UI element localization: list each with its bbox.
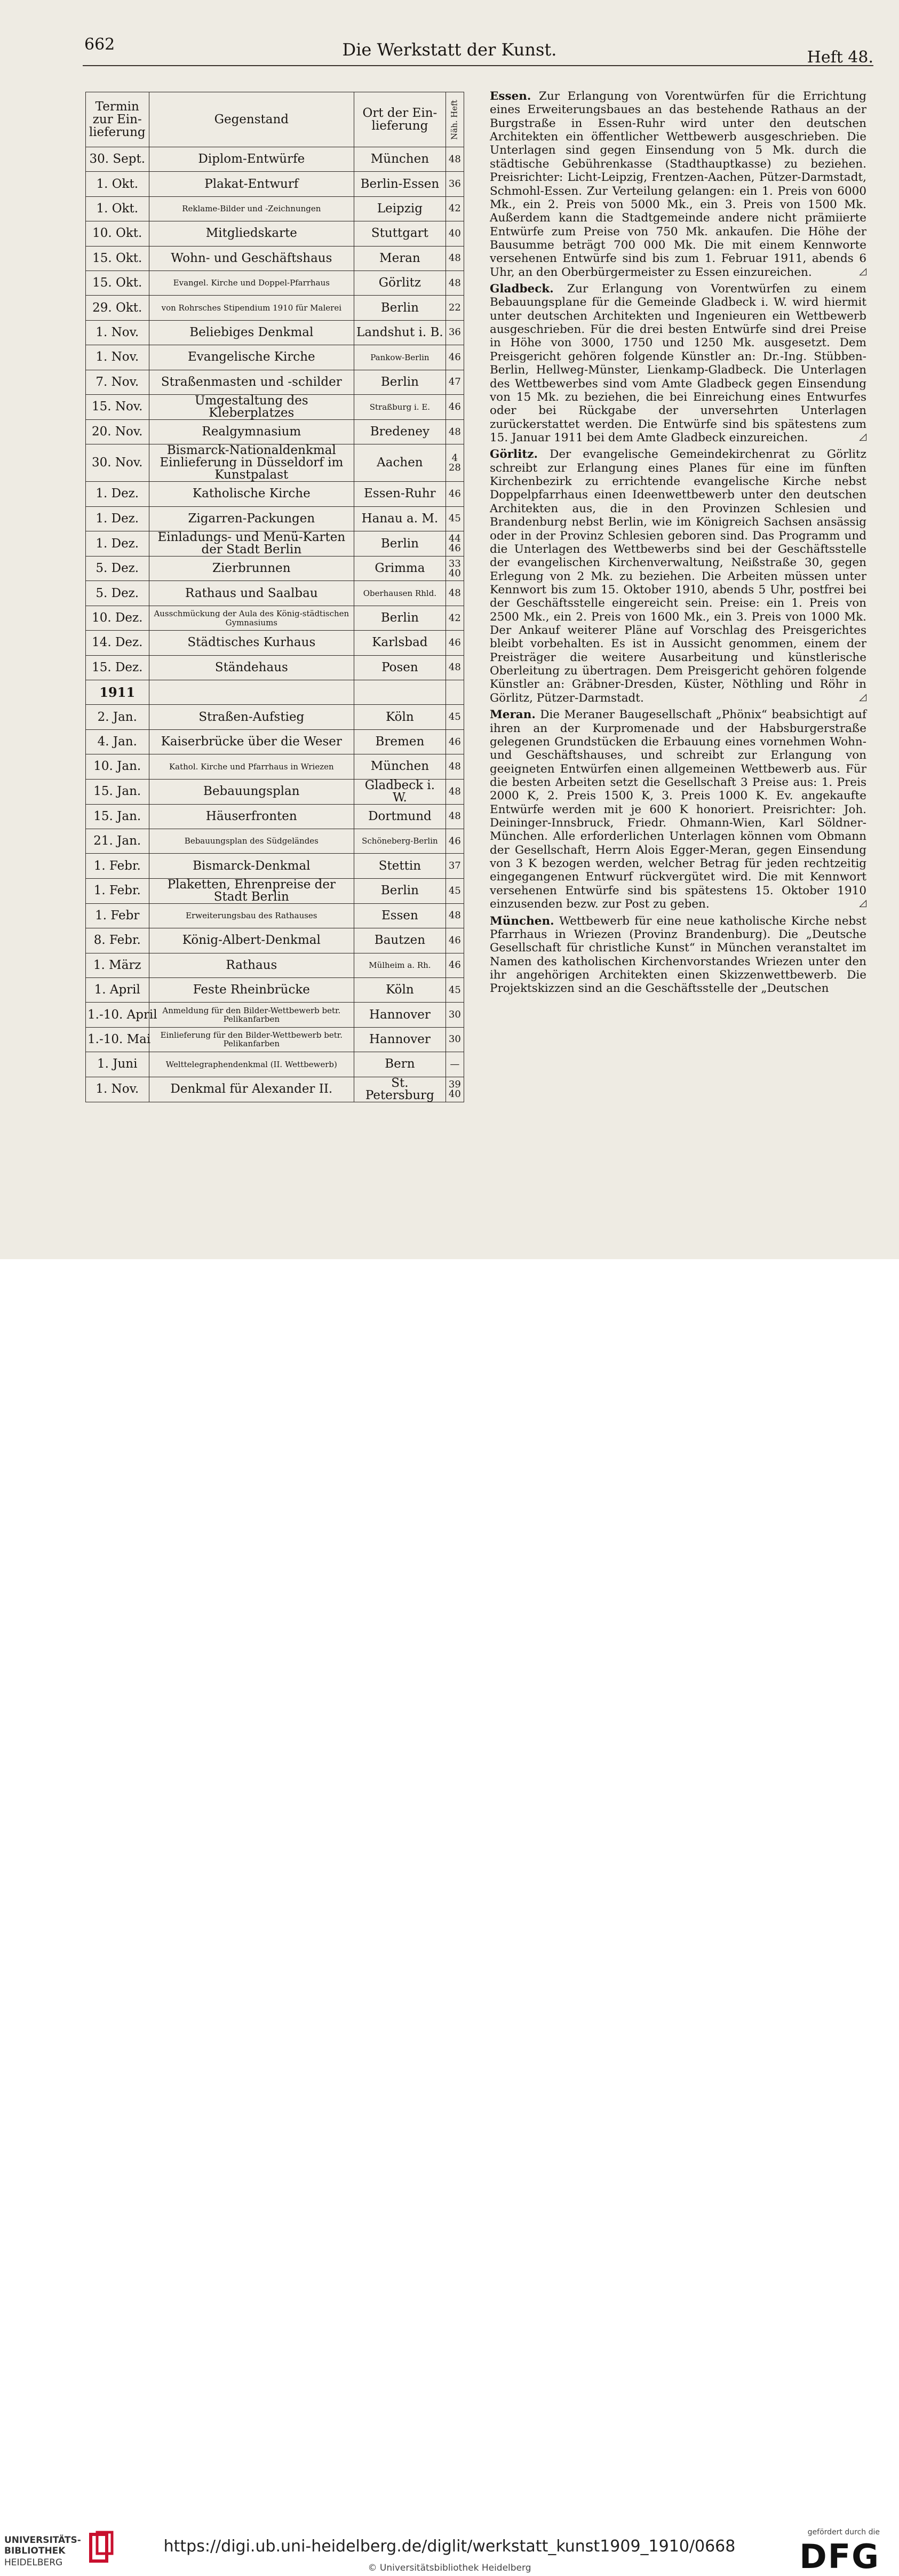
table-row <box>86 581 464 606</box>
subject-cell: Denkmal für Alexander II. <box>149 1077 354 1102</box>
place-cell: Berlin <box>354 878 446 903</box>
end-mark-icon: ◿ <box>859 431 866 442</box>
issue-ref-cell: 42 <box>445 196 464 221</box>
place-cell: Bremen <box>354 729 446 754</box>
deadline-cell: 1. Nov. <box>86 320 149 345</box>
deadline-cell: 15. Okt. <box>86 271 149 295</box>
article-body: Zur Erlangung von Vorentwürfen für die Errichtung eines Erweiterungsbaues an das bestehende Rathaus an der Burgstraße in Essen-Ruhr wird unter den deutschen Architekten ein öffentlicher Wettbewerb ausgeschrieben. Die Unterlagen sind gegen Einsendung von 5 Mk. durch die städtische Gebührenkasse (Stadthauptkasse) zu beziehen. Preisrichter: Licht-Leipzig, Frentzen-Aachen, Pützer-Darmstadt, Schmohl-Essen. Zur Verteilung gelangen: ein 1. Preis von 6000 Mk., ein 2. Preis von 5000 Mk., ein 3. Preis von 1500 Mk. Außerdem kann die Stadtgemeinde andere nicht prämiierte Entwürfe zum Preise von 750 Mk. ankaufen. Die Höhe der Bausumme beträgt 700 000 Mk. Die mit einem Kennworte versehenen Entwürfe sind bis zum 1. Februar 1911, abends 6 Uhr, an den Oberbürgermeister zu Essen einzureichen. <box>490 90 866 279</box>
subject-cell: Bebauungsplan <box>149 779 354 804</box>
place-cell: Dortmund <box>354 804 446 829</box>
deadline-cell: 1.-10. Mai <box>86 1027 149 1052</box>
issue-ref-cell: 33 40 <box>445 556 464 581</box>
subject-cell: Erweiterungsbau des Rathauses <box>149 903 354 928</box>
deadline-cell: 1. Okt. <box>86 196 149 221</box>
issue-ref-cell: 22 <box>445 296 464 320</box>
deadline-cell: 20. Nov. <box>86 419 149 444</box>
issue-ref-cell: 37 <box>445 854 464 878</box>
place-cell: Bredeney <box>354 419 446 444</box>
issue-ref-cell: 48 <box>445 271 464 295</box>
issue-ref-cell: 48 <box>445 581 464 606</box>
place-cell: Landshut i. B. <box>354 320 446 345</box>
table-row <box>86 320 464 345</box>
running-title: Die Werkstatt der Kunst. <box>342 39 557 60</box>
issue-ref-cell: 48 <box>445 147 464 172</box>
subject-cell: Kaiserbrücke über die Weser <box>149 729 354 754</box>
issue-ref-cell: 46 <box>445 394 464 419</box>
footer <box>0 1259 899 2576</box>
article-body: Zur Erlangung von Vorentwürfen zu einem Bebauungsplane für die Gemeinde Gladbeck i. W. wird hiermit unter deutschen Architekten und Ingenieuren ein Wettbewerb ausgeschrieben. Für die drei besten Entwürfe sind drei Preise in Höhe von 3000, 1750 und 1250 Mk. ausgesetzt. Dem Preisgericht gehören folgende Künstler an: Dr.-Ing. Stübben-Berlin, Hellweg-Münster, Lienkamp-Gladbeck. Die Unterlagen des Wettbewerbes sind vom Amte Gladbeck gegen Einsendung von 15 Mk. zu beziehen, die bei Einreichung eines Entwurfes oder bei Rückgabe der unversehrten Unterlagen zurückerstattet werden. Die Entwürfe sind bis spätestens zum 15. Januar 1911 bei dem Amte Gladbeck einzureichen. <box>490 282 866 444</box>
place-cell: Gladbeck i. W. <box>354 779 446 804</box>
place-cell: Mülheim a. Rh. <box>354 953 446 977</box>
column-header-date: Termin zur Ein-lieferung <box>86 92 149 147</box>
issue-ref-cell: 48 <box>445 903 464 928</box>
article-body: Die Meraner Baugesellschaft „Phönix“ beabsichtigt auf ihren an der Kurpromenade und der Habsburgerstraße gelegenen Grundstücken die Erbauung eines vornehmen Wohn- und Geschäftshauses, und schreibt zur Erlangung von geeigneten Entwürfen einen allgemeinen Wettbewerb aus. Für die besten Arbeiten setzt die Gesellschaft 3 Preise aus: 1. Preis 2000 K, 2. Preis 1500 K, 3. Preis 1000 K. Ev. angekaufte Entwürfe werden mit je 600 K honoriert. Preisrichter: Joh. Deininger-Innsbruck, Friedr. Ohmann-Wien, Karl Söldner-München. Alle erforderlichen Unterlagen können vom Obmann der Gesellschaft, Herrn Alois Egger-Meran, gegen Einsendung von 3 K bezogen werden, welcher Betrag für jeden rechtzeitig eingegangenen Entwurf rückvergütet wird. Die mit Kennwort versehenen Entwürfe sind bis spätestens 15. Oktober 1910 einzusenden bezw. zur Post zu geben. <box>490 708 866 911</box>
article-place-heading: Essen. <box>490 90 531 103</box>
table-row <box>86 196 464 221</box>
deadline-cell: 1. April <box>86 977 149 1002</box>
issue-ref-cell: 45 <box>445 705 464 729</box>
deadline-cell: 1. Okt. <box>86 172 149 196</box>
place-cell: Meran <box>354 246 446 271</box>
subject-cell: Plakat-Entwurf <box>149 172 354 196</box>
subject-cell: Rathaus <box>149 953 354 977</box>
subject-cell: Bebauungsplan des Südgeländes <box>149 829 354 853</box>
deadline-cell: 15. Dez. <box>86 655 149 680</box>
issue-ref-cell: 45 <box>445 878 464 903</box>
article-body: Wettbewerb für eine neue katholische Kirche nebst Pfarrhaus in Wriezen (Provinz Brandenburg). Die „Deutsche Gesellschaft für christliche Kunst“ in München veranstaltet im Namen des katholischen Kirchenvorstandes Wriezen unter den ihr angehörigen Architekten einen Skizzenwettbewerb. Die Projektskizzen sind an die Geschäftsstelle der „Deutschen <box>490 914 866 996</box>
deadline-cell: 1. März <box>86 953 149 977</box>
issue-ref-cell: 46 <box>445 953 464 977</box>
place-cell: Pankow-Berlin <box>354 345 446 370</box>
table-row <box>86 147 464 172</box>
table-row <box>86 345 464 370</box>
deadline-cell: 2. Jan. <box>86 705 149 729</box>
subject-cell: Katholische Kirche <box>149 482 354 506</box>
table-row <box>86 1003 464 1027</box>
subject-cell: Anmeldung für den Bilder-Wettbewerb betr. Pelikanfarben <box>149 1003 354 1027</box>
university-name-line1: UNIVERSITÄTS- <box>4 2535 81 2546</box>
place-cell: Berlin-Essen <box>354 172 446 196</box>
issue-ref-cell: 36 <box>445 320 464 345</box>
subject-cell: Plaketten, Ehrenpreise der Stadt Berlin <box>149 878 354 903</box>
table-row <box>86 928 464 953</box>
deadline-cell: 1. Nov. <box>86 345 149 370</box>
table-row <box>86 829 464 853</box>
deadline-cell: 14. Dez. <box>86 631 149 655</box>
table-row <box>86 221 464 246</box>
issue-ref-cell: 45 <box>445 977 464 1002</box>
subject-cell: Feste Rheinbrücke <box>149 977 354 1002</box>
end-mark-icon: ◿ <box>859 897 866 909</box>
empty-cell <box>354 680 446 705</box>
table-row <box>86 482 464 506</box>
table-row <box>86 394 464 419</box>
deadline-cell: 7. Nov. <box>86 370 149 394</box>
scanned-page <box>0 0 899 1259</box>
subject-cell: Kathol. Kirche und Pfarrhaus in Wriezen <box>149 754 354 779</box>
deadline-cell: 1. Juni <box>86 1052 149 1077</box>
empty-cell <box>149 680 354 705</box>
table-body <box>86 147 464 1102</box>
article-place-heading: Gladbeck. <box>490 282 554 296</box>
deadline-cell: 10. Jan. <box>86 754 149 779</box>
place-cell: Karlsbad <box>354 631 446 655</box>
issue-ref-cell: 46 <box>445 928 464 953</box>
place-cell: Essen-Ruhr <box>354 482 446 506</box>
issue-ref-cell: 40 <box>445 221 464 246</box>
end-mark-icon: ◿ <box>859 691 866 703</box>
place-cell: Stuttgart <box>354 221 446 246</box>
deadline-cell: 1. Febr <box>86 903 149 928</box>
university-name-line2: BIBLIOTHEK <box>4 2545 66 2556</box>
subject-cell: Wohn- und Geschäftshaus <box>149 246 354 271</box>
subject-cell: Evangel. Kirche und Doppel-Pfarrhaus <box>149 271 354 295</box>
column-header-issue: Näh. Heft <box>445 92 464 147</box>
table-row <box>86 754 464 779</box>
deadline-cell: 10. Okt. <box>86 221 149 246</box>
place-cell: München <box>354 754 446 779</box>
competition-deadline-table <box>85 92 464 1102</box>
subject-cell: Einladungs- und Menü-Karten der Stadt Berlin <box>149 531 354 556</box>
header-rule <box>83 65 873 66</box>
deadline-cell: 10. Dez. <box>86 606 149 630</box>
article-paragraph <box>490 90 866 279</box>
place-cell: Essen <box>354 903 446 928</box>
article-column <box>490 90 866 999</box>
subject-cell: Zierbrunnen <box>149 556 354 581</box>
column-header-subject: Gegenstand <box>149 92 354 147</box>
place-cell: Posen <box>354 655 446 680</box>
issue-ref-cell: 46 <box>445 631 464 655</box>
article-paragraph <box>490 708 866 911</box>
table-row <box>86 903 464 928</box>
article-place-heading: München. <box>490 914 554 928</box>
issue-ref-cell: 48 <box>445 655 464 680</box>
place-cell: Hannover <box>354 1027 446 1052</box>
place-cell: Berlin <box>354 531 446 556</box>
subject-cell: Bismarck-Denkmal <box>149 854 354 878</box>
place-cell: St. Petersburg <box>354 1077 446 1102</box>
deadline-cell: 1. Dez. <box>86 482 149 506</box>
table-row <box>86 296 464 320</box>
issue-ref-cell: 48 <box>445 804 464 829</box>
page-number: 662 <box>84 35 115 54</box>
place-cell: Berlin <box>354 296 446 320</box>
subject-cell: Welttelegraphendenkmal (II. Wettbewerb) <box>149 1052 354 1077</box>
subject-cell: Ausschmückung der Aula des König-städtischen Gymnasiums <box>149 606 354 630</box>
place-cell: Bern <box>354 1052 446 1077</box>
place-cell: Aachen <box>354 444 446 482</box>
place-cell: Leipzig <box>354 196 446 221</box>
table-row <box>86 953 464 977</box>
deadline-cell: 15. Okt. <box>86 246 149 271</box>
table-row <box>86 854 464 878</box>
university-city: HEIDELBERG <box>4 2557 63 2568</box>
table-row <box>86 1027 464 1052</box>
article-paragraph <box>490 448 866 705</box>
article-body: Der evangelische Gemeindekirchenrat zu Görlitz schreibt zur Erlangung eines Planes für eine im fünften Kirchenbezirk zu errichtende evangelische Kirche nebst Doppelpfarrhaus einen Ideenwettbewerb unter den deutschen Architekten aus, die in den Provinzen Schlesien und Brandenburg nebst Berlin, wie im Königreich Sachsen ansässig oder in der Provinz Schlesien geboren sind. Das Programm und die Unterlagen des Wettbewerbs sind bei der Geschäftsstelle der evangelischen Kirchenverwaltung, Neißstraße 30, gegen Erlegung von 2 Mk. zu beziehen. Die Arbeiten müssen unter Kennwort bis zum 15. Oktober 1910, abends 5 Uhr, postfrei bei der Geschäftsstelle eingereicht sein. Preise: ein 1. Preis von 2500 Mk., ein 2. Preis von 1600 Mk., ein 3. Preis von 1000 Mk. Der Ankauf weiterer Pläne auf Vorschlag des Preisgerichtes bleibt vorbehalten. Es ist in Aussicht genommen, einem der Preisträger die weitere Ausarbeitung und künstlerische Oberleitung zu übertragen. Dem Preisgericht gehören folgende Künstler an: Gräbner-Dresden, Küster, Nöthling und Röhr in Görlitz, Pützer-Darmstadt. <box>490 448 866 705</box>
subject-cell: Evangelische Kirche <box>149 345 354 370</box>
subject-cell: Städtisches Kurhaus <box>149 631 354 655</box>
deadline-cell: 21. Jan. <box>86 829 149 853</box>
issue-ref-cell: 30 <box>445 1003 464 1027</box>
place-cell: Stettin <box>354 854 446 878</box>
deadline-cell: 29. Okt. <box>86 296 149 320</box>
deadline-cell: 8. Febr. <box>86 928 149 953</box>
subject-cell: Diplom-Entwürfe <box>149 147 354 172</box>
article-place-heading: Görlitz. <box>490 448 538 462</box>
deadline-cell: 5. Dez. <box>86 556 149 581</box>
place-cell: Hanau a. M. <box>354 506 446 531</box>
table-row <box>86 556 464 581</box>
subject-cell: Umgestaltung des Kleberplatzes <box>149 394 354 419</box>
table-row <box>86 680 464 705</box>
issue-ref-cell: 46 <box>445 482 464 506</box>
deadline-cell: 4. Jan. <box>86 729 149 754</box>
place-cell: Köln <box>354 705 446 729</box>
deadline-cell: 15. Jan. <box>86 779 149 804</box>
article-place-heading: Meran. <box>490 708 536 722</box>
subject-cell: Rathaus und Saalbau <box>149 581 354 606</box>
subject-cell: Bismarck-Nationaldenkmal Einlieferung in Düsseldorf im Kunstpalast <box>149 444 354 482</box>
table-row <box>86 246 464 271</box>
dfg-logo: DFG <box>799 2537 880 2576</box>
subject-cell: Reklame-Bilder und -Zeichnungen <box>149 196 354 221</box>
issue-ref-cell: 36 <box>445 172 464 196</box>
table-header-row <box>86 92 464 147</box>
issue-ref-cell: 46 <box>445 829 464 853</box>
copyright-notice: © Universitätsbibliothek Heidelberg <box>368 2563 531 2573</box>
place-cell: Hannover <box>354 1003 446 1027</box>
table-row <box>86 804 464 829</box>
subject-cell: von Rohrsches Stipendium 1910 für Malerei <box>149 296 354 320</box>
issue-ref-cell: 48 <box>445 246 464 271</box>
issue-ref-cell: 46 <box>445 345 464 370</box>
table-row <box>86 705 464 729</box>
table-row <box>86 1052 464 1077</box>
issue-ref-cell: 44 46 <box>445 531 464 556</box>
place-cell: München <box>354 147 446 172</box>
subject-cell: Straßen-Aufstieg <box>149 705 354 729</box>
table-row <box>86 606 464 630</box>
subject-cell: Einlieferung für den Bilder-Wettbewerb betr. Pelikanfarben <box>149 1027 354 1052</box>
table-row <box>86 878 464 903</box>
subject-cell: Straßenmasten und -schilder <box>149 370 354 394</box>
deadline-cell: 1. Febr. <box>86 854 149 878</box>
article-paragraph <box>490 282 866 444</box>
funding-note: gefördert durch die <box>807 2528 880 2537</box>
issue-ref-cell: 4 28 <box>445 444 464 482</box>
issue-ref-cell: 46 <box>445 729 464 754</box>
place-cell: Oberhausen Rhld. <box>354 581 446 606</box>
deadline-cell: 1. Nov. <box>86 1077 149 1102</box>
subject-cell: Realgymnasium <box>149 419 354 444</box>
place-cell: Bautzen <box>354 928 446 953</box>
permalink-url[interactable]: https://digi.ub.uni-heidelberg.de/diglit/werkstatt_kunst1909_1910/0668 <box>163 2537 736 2556</box>
table-row <box>86 655 464 680</box>
issue-ref-cell: — <box>445 1052 464 1077</box>
article-paragraph <box>490 915 866 996</box>
place-cell: Schöneberg-Berlin <box>354 829 446 853</box>
place-cell: Berlin <box>354 370 446 394</box>
table-row <box>86 729 464 754</box>
deadline-cell: 15. Nov. <box>86 394 149 419</box>
deadline-cell: 30. Nov. <box>86 444 149 482</box>
issue-ref-cell: 42 <box>445 606 464 630</box>
issue-number: Heft 48. <box>807 48 873 67</box>
column-header-place: Ort der Ein-lieferung <box>354 92 446 147</box>
issue-ref-cell: 47 <box>445 370 464 394</box>
subject-cell: Häuserfronten <box>149 804 354 829</box>
deadline-cell: 1. Dez. <box>86 506 149 531</box>
issue-ref-cell: 30 <box>445 1027 464 1052</box>
deadline-cell: 1. Dez. <box>86 531 149 556</box>
deadline-cell: 30. Sept. <box>86 147 149 172</box>
subject-cell: Ständehaus <box>149 655 354 680</box>
empty-cell <box>445 680 464 705</box>
year-divider: 1911 <box>86 680 149 705</box>
table-row <box>86 531 464 556</box>
place-cell: Straßburg i. E. <box>354 394 446 419</box>
table-row <box>86 444 464 482</box>
issue-ref-cell: 45 <box>445 506 464 531</box>
table-row <box>86 506 464 531</box>
place-cell: Görlitz <box>354 271 446 295</box>
deadline-cell: 15. Jan. <box>86 804 149 829</box>
table-row <box>86 977 464 1002</box>
table-row <box>86 1077 464 1102</box>
table-row <box>86 271 464 295</box>
place-cell: Köln <box>354 977 446 1002</box>
issue-ref-cell: 48 <box>445 754 464 779</box>
subject-cell: Mitgliedskarte <box>149 221 354 246</box>
deadline-cell: 1.-10. April <box>86 1003 149 1027</box>
table-row <box>86 370 464 394</box>
subject-cell: König-Albert-Denkmal <box>149 928 354 953</box>
issue-ref-cell: 48 <box>445 779 464 804</box>
table-row <box>86 779 464 804</box>
deadline-cell: 5. Dez. <box>86 581 149 606</box>
subject-cell: Zigarren-Packungen <box>149 506 354 531</box>
table-row <box>86 419 464 444</box>
deadline-cell: 1. Febr. <box>86 878 149 903</box>
place-cell: Grimma <box>354 556 446 581</box>
issue-ref-cell: 48 <box>445 419 464 444</box>
table-row <box>86 172 464 196</box>
end-mark-icon: ◿ <box>859 265 866 277</box>
issue-ref-cell: 39 40 <box>445 1077 464 1102</box>
table-row <box>86 631 464 655</box>
place-cell: Berlin <box>354 606 446 630</box>
subject-cell: Beliebiges Denkmal <box>149 320 354 345</box>
